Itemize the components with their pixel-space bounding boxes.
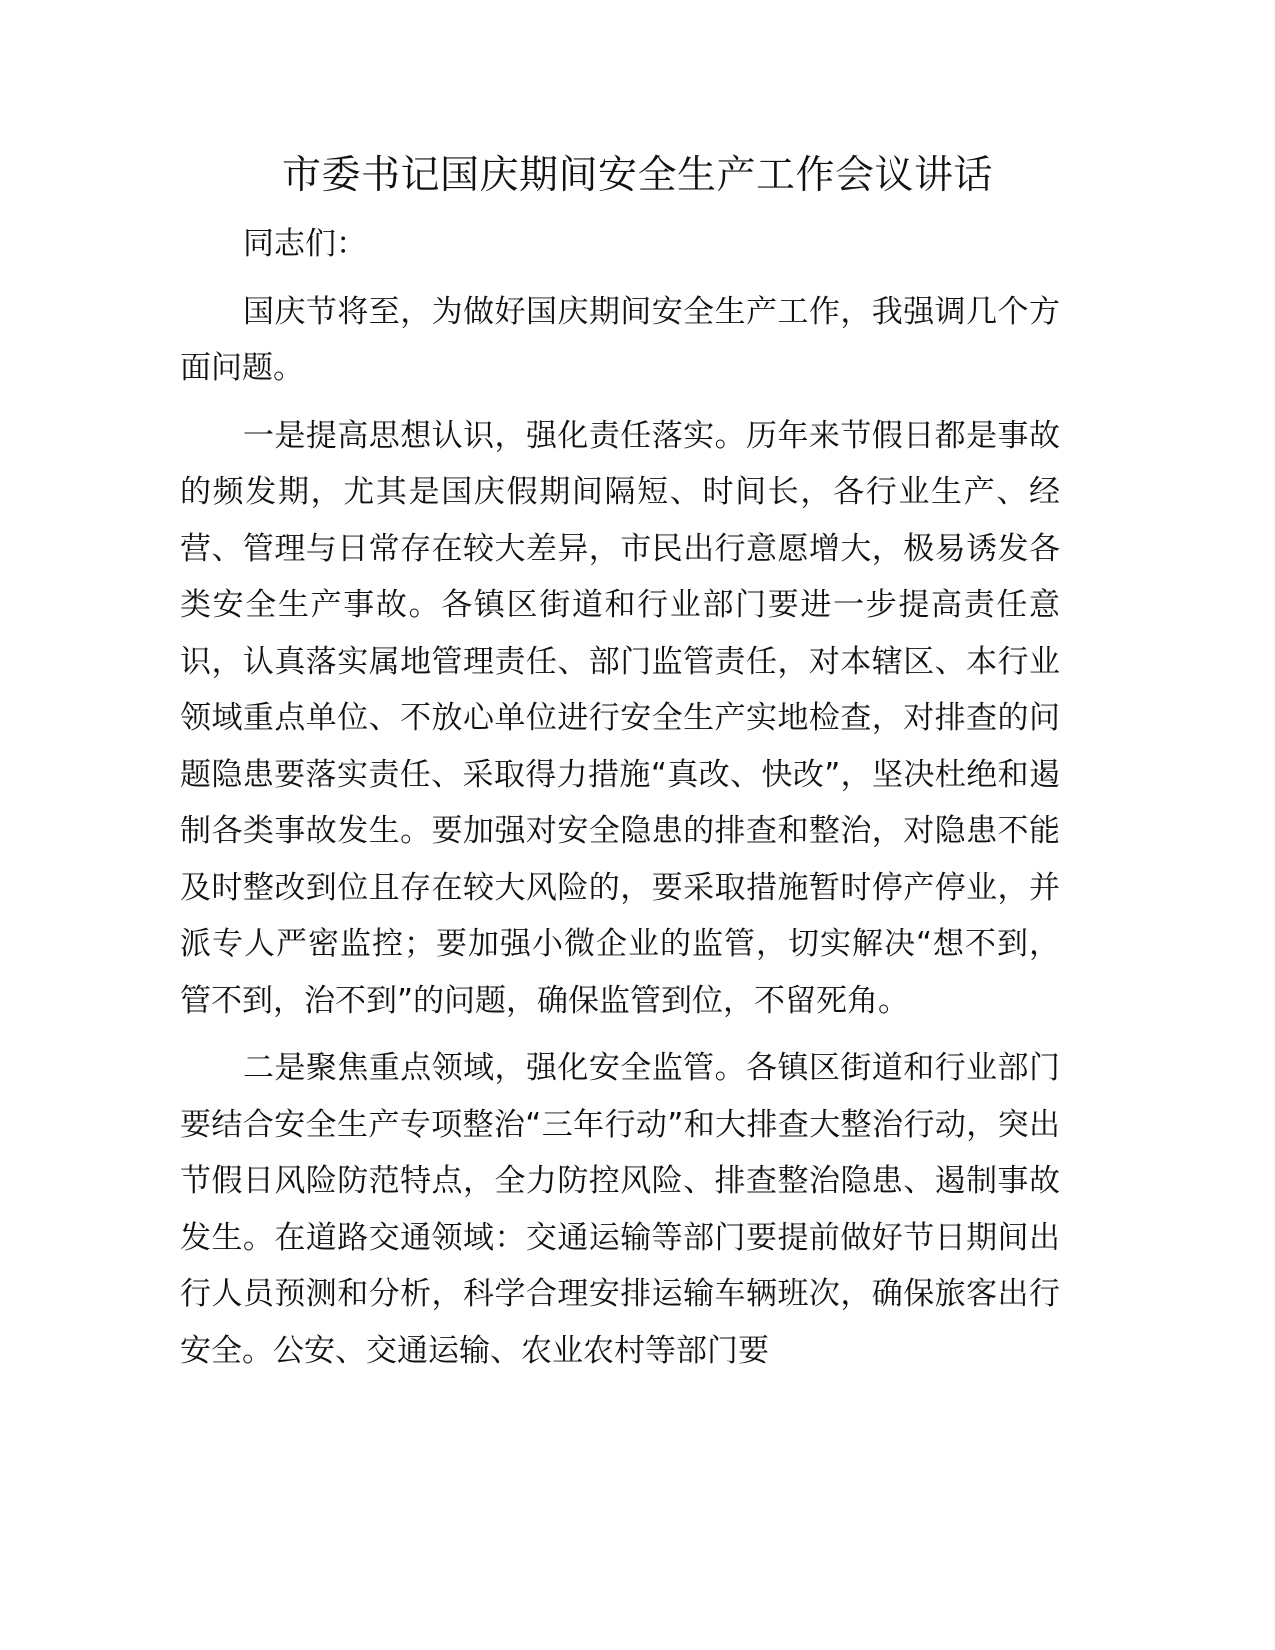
point-one-paragraph: 一是提高思想认识，强化责任落实。历年来节假日都是事故的频发期，尤其是国庆假期间隔短、时间长，各行业生产、经营、管理与日常存在较大差异，市民出行意愿增大，极易诱发各类安全生产事故。各镇区街道和行业部门要进一步提高责任意识，认真落实属地管理责任、部门监管责任，对本辖区、本行业领域重点单位、不放心单位进行安全生产实地检查，对排查的问题隐患要落实责任、采取得力措施“真改、快改”，坚决杜绝和遏制各类事故发生。要加强对安全隐患的排查和整治，对隐患不能及时整改到位且存在较大风险的，要采取措施暂时停产停业，并派专人严密监控；要加强小微企业的监管，切实解决“想不到，管不到，治不到”的问题，确保监管到位，不留死角。: [180, 417, 1060, 1019]
point-two-paragraph: 二是聚焦重点领域，强化安全监管。各镇区街道和行业部门要结合安全生产专项整治“三年行动”和大排查大整治行动，突出节假日风险防范特点，全力防控风险、排查整治隐患、遏制事故发生。在道路交通领域：交通运输等部门要提前做好节日期间出行人员预测和分析，科学合理安排运输车辆班次，确保旅客出行安全。公安、交通运输、农业农村等部门要: [180, 1050, 1060, 1369]
document-title: 市委书记国庆期间安全生产工作会议讲话: [281, 153, 993, 198]
document-body: [180, 216, 1060, 1379]
salutation-paragraph: 同志们：: [243, 226, 367, 262]
intro-paragraph: 国庆节将至，为做好国庆期间安全生产工作，我强调几个方面问题。: [180, 293, 1060, 386]
